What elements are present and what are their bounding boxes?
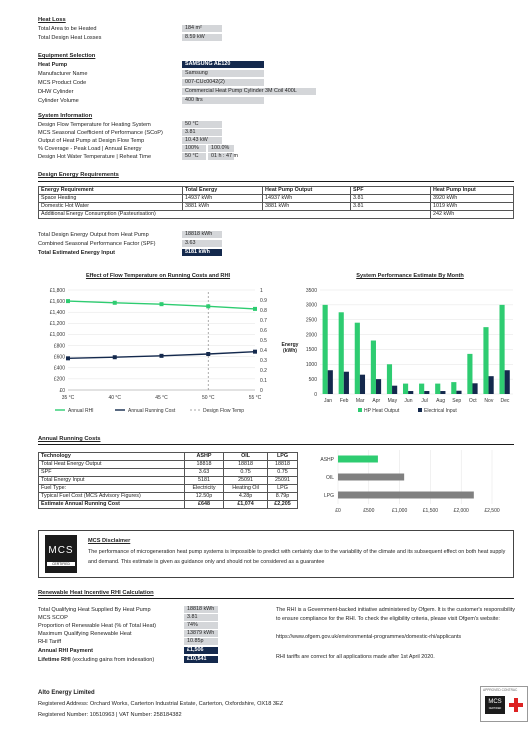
spf-label: Combined Seasonal Performance Factor (SPF) xyxy=(38,241,156,247)
x-tick-label: Jun xyxy=(404,398,413,404)
table-cell: 18818 xyxy=(224,461,268,469)
table-cell: 25091 xyxy=(268,477,298,485)
divider xyxy=(38,181,514,182)
equipment-title: Equipment Selection xyxy=(38,53,96,59)
y2-tick-label: 0.8 xyxy=(260,307,267,314)
rhi-lifetime-label: Lifetime RHI xyxy=(38,657,71,663)
volume-value: 400 ltrs xyxy=(182,97,264,104)
table-cell: Electricity xyxy=(185,485,224,493)
heat-loss-value: 8.59 kW xyxy=(182,34,222,41)
legend-swatch-output xyxy=(358,408,362,412)
table-cell: 3881 kWh xyxy=(183,203,263,211)
y-tick-label: ASHP xyxy=(320,456,334,463)
legend-label: Annual RHI xyxy=(68,408,94,414)
y-tick-label: OIL xyxy=(325,474,334,481)
dhw-label: Design Hot Water Temperature | Reheat Time xyxy=(38,154,152,160)
y-tick-label: £1,200 xyxy=(49,321,65,328)
annual-running-cost-point xyxy=(160,354,164,358)
y-tick-label: 500 xyxy=(308,376,317,383)
legend-swatch-input xyxy=(418,408,422,412)
y2-tick-label: 0.9 xyxy=(260,297,267,304)
electrical-input-bar xyxy=(440,391,445,394)
x-tick-label: Aug xyxy=(436,398,446,404)
rhi-tariff-value: 10.85p xyxy=(184,638,218,645)
manufacturer-label: Manufacturer Name xyxy=(38,71,88,77)
volume-label: Cylinder Volume xyxy=(38,98,79,104)
y-tick-label: 2500 xyxy=(305,317,317,324)
area-label: Total Area to be Heated xyxy=(38,26,97,32)
company-registration: Registered Number: 10510963 | VAT Number: 258184382 xyxy=(38,712,182,718)
y2-tick-label: 0.2 xyxy=(260,367,267,374)
hp-output-bar xyxy=(355,323,360,394)
table-cell: Domestic Hot Water xyxy=(39,203,183,211)
rhi-proportion-label: Proportion of Renewable Heat (% of Total Heat) xyxy=(38,623,157,629)
product-code-label: MCS Product Code xyxy=(38,80,87,86)
scop-label: MCS Seasonal Coefficient of Performance (SCoP) xyxy=(38,130,163,136)
y-tick-label: £1,400 xyxy=(49,310,65,317)
legend-label: HP Heat Output xyxy=(364,408,400,414)
coverage-annual: 100.0% xyxy=(208,145,234,152)
rhi-payment-label: Annual RHI Payment xyxy=(38,648,94,654)
electrical-input-bar xyxy=(424,391,429,394)
x-tick-label: £0 xyxy=(335,508,341,514)
table-cell: Total Energy Input xyxy=(39,477,185,485)
rhi-lifetime-value: £10,541 xyxy=(184,656,218,663)
table-cell: 18818 xyxy=(268,461,298,469)
hp-output-bar xyxy=(387,364,392,394)
rhi-title: Renewable Heat Incentive RHI Calculation xyxy=(38,590,154,596)
rhi-lifetime-label-wrap xyxy=(38,657,154,663)
y-tick-label: £1,600 xyxy=(49,298,65,305)
y-tick-label: £400 xyxy=(53,365,65,372)
table-cell: 3.63 xyxy=(185,469,224,477)
mcs-logo xyxy=(45,535,77,573)
rhi-info-text: The RHI is a Government-backed initiative administered by Ofgem. It is the customer's responsibility to ensure compliance for the RHI. To check the eligibility criteria, please visit Ofgem's website: xyxy=(276,607,515,622)
scop-value: 3.81 xyxy=(182,129,222,136)
table-cell: Fuel Type: xyxy=(39,485,185,493)
mcs-logo-text: MCS xyxy=(48,545,74,556)
table-row xyxy=(39,469,298,477)
divider xyxy=(38,444,514,445)
table-cell: 14937 kWh xyxy=(183,195,263,203)
hp-output-bar xyxy=(467,354,472,394)
y-tick-label: LPG xyxy=(323,492,334,499)
rhi-max-value: 13879 kWh xyxy=(184,630,218,637)
heat-loss-title: Heat Loss xyxy=(38,17,66,23)
dhw-temp: 50 °C xyxy=(182,153,206,160)
y-tick-label: 2000 xyxy=(305,332,317,339)
cylinder-label: DHW Cylinder xyxy=(38,89,74,95)
running-cost-chart xyxy=(312,448,522,516)
electrical-input-bar xyxy=(328,370,333,394)
table-cell: 25091 xyxy=(224,477,268,485)
y-axis-label: Energy xyxy=(281,342,299,348)
x-tick-label: 55 °C xyxy=(248,395,262,401)
table-cell: LPG xyxy=(268,485,298,493)
product-code-value: 007-CUc0042(2) xyxy=(182,79,264,86)
design-energy-table xyxy=(38,186,514,219)
rhi-proportion-value: 74% xyxy=(184,622,218,629)
mcs-certified-badge xyxy=(480,686,528,722)
total-input-value: 5181 kWh xyxy=(182,249,222,256)
mcs-disclaimer-title: MCS Disclaimer xyxy=(88,538,131,544)
annual-rhi-point xyxy=(113,301,117,305)
x-tick-label: Jul xyxy=(421,398,428,404)
x-tick-label: 45 °C xyxy=(155,395,168,401)
y-tick-label: 1000 xyxy=(305,362,317,369)
rhi-max-label: Maximum Qualifying Renewable Heat xyxy=(38,631,132,637)
x-tick-label: £2,000 xyxy=(453,508,469,514)
table-cell: £2,205 xyxy=(268,501,298,509)
cost-bar xyxy=(338,474,404,481)
table-header: OIL xyxy=(224,453,268,461)
spf-value: 3.63 xyxy=(182,240,222,247)
table-cell: 242 kWh xyxy=(431,211,514,219)
table-cell: £648 xyxy=(185,501,224,509)
legend-label: Design Flow Temp xyxy=(203,408,245,414)
table-header: Heat Pump Output xyxy=(263,187,351,195)
y-tick-label: £0 xyxy=(59,387,65,394)
monthly-performance-chart xyxy=(278,282,518,422)
area-value: 184 m² xyxy=(182,25,222,32)
table-row xyxy=(39,203,514,211)
badge-caption: APPROVED CONTRAC xyxy=(483,688,518,692)
y2-tick-label: 0.1 xyxy=(260,377,267,384)
y2-tick-label: 0.4 xyxy=(260,347,267,354)
table-header: Heat Pump Input xyxy=(431,187,514,195)
rhi-scop-value: 3.81 xyxy=(184,614,218,621)
y-tick-label: £200 xyxy=(53,376,65,383)
annual-rhi-point xyxy=(206,304,210,308)
legend-label: Electrical Input xyxy=(424,408,457,414)
mcs-disclaimer-box xyxy=(38,530,514,578)
rhi-tariff-note: RHI tariffs are correct for all applications made after 1st April 2020. xyxy=(276,654,435,660)
table-header-row xyxy=(39,187,514,195)
company-name: Alto Energy Limited xyxy=(38,690,95,696)
table-header: Energy Requirement xyxy=(39,187,183,195)
electrical-input-bar xyxy=(489,376,494,394)
hp-output-bar xyxy=(339,312,344,394)
electrical-input-bar xyxy=(392,386,397,394)
x-tick-label: May xyxy=(387,398,398,404)
flow-temp-value: 50 °C xyxy=(182,121,222,128)
rhi-lifetime-suffix: (excluding gains from indexation) xyxy=(70,657,155,663)
table-header: LPG xyxy=(268,453,298,461)
table-row xyxy=(39,493,298,501)
x-tick-label: Sep xyxy=(452,398,462,404)
table-cell: 3881 kWh xyxy=(263,203,351,211)
table-cell: Total Heat Energy Output xyxy=(39,461,185,469)
table-row xyxy=(39,211,514,219)
table-cell: £1,074 xyxy=(224,501,268,509)
coverage-peak: 100% xyxy=(182,145,206,152)
hp-output-bar xyxy=(435,384,440,394)
electrical-input-bar xyxy=(360,375,365,394)
cross-flag-icon xyxy=(509,698,523,712)
x-tick-label: Apr xyxy=(372,398,381,404)
cost-bar xyxy=(338,456,378,463)
table-row xyxy=(39,477,298,485)
y-tick-label: £600 xyxy=(53,354,65,361)
output-label: Output of Heat Pump at Design Flow Temp xyxy=(38,138,145,144)
table-row xyxy=(39,195,514,203)
y2-tick-label: 0.6 xyxy=(260,327,267,334)
y-axis-label-unit: (kWh) xyxy=(283,348,297,354)
table-cell: 12.50p xyxy=(185,493,224,501)
badge-mcs-text: MCS xyxy=(488,699,502,705)
annual-rhi-point xyxy=(160,302,164,306)
table-header: Technology xyxy=(39,453,185,461)
annual-running-cost-point xyxy=(206,352,210,356)
x-tick-label: Mar xyxy=(355,398,365,404)
hp-output-bar xyxy=(403,384,408,394)
annual-rhi-point xyxy=(66,299,70,303)
x-tick-label: £1,000 xyxy=(391,508,408,514)
table-row xyxy=(39,485,298,493)
legend-label: Annual Running Cost xyxy=(128,408,176,414)
y-tick-label: £800 xyxy=(53,343,65,350)
mcs-logo-sub: CERTIFIED xyxy=(47,562,75,566)
total-output-label: Total Design Energy Output from Heat Pump xyxy=(38,232,149,238)
rhi-payment-value: £1,506 xyxy=(184,647,218,654)
x-tick-label: Dec xyxy=(500,398,510,404)
running-costs-table xyxy=(38,452,298,509)
table-cell: SPF xyxy=(39,469,185,477)
table-row xyxy=(39,501,298,509)
design-energy-title: Design Energy Requirements xyxy=(38,172,119,178)
table-row xyxy=(39,461,298,469)
flow-chart-title: Effect of Flow Temperature on Running Costs and RHI xyxy=(85,273,231,279)
hp-output-bar xyxy=(451,382,456,394)
y-tick-label: £1,800 xyxy=(49,287,65,294)
manufacturer-value: Samsung xyxy=(182,70,264,77)
badge-mcs-sub: CERTIFIED xyxy=(488,707,502,710)
x-tick-label: £1,500 xyxy=(422,508,439,514)
rhi-tariff-label: RHI Tariff xyxy=(38,639,62,645)
hp-output-bar xyxy=(323,305,328,394)
table-cell: Heating Oil xyxy=(224,485,268,493)
rhi-qualifying-label: Total Qualifying Heat Supplied By Heat Pump xyxy=(38,607,151,613)
y2-tick-label: 0 xyxy=(260,387,263,394)
coverage-label: % Coverage - Peak Load | Annual Energy xyxy=(38,146,142,152)
mcs-disclaimer-text: The performance of microgeneration heat pump systems is impossible to predict with certainty due to the variability of the climate and its subsequent effect on both heat supply and demand. This estimate is given as guidance only and should not be considered as a guarantee xyxy=(88,549,506,565)
table-cell: 8.79p xyxy=(268,493,298,501)
table-cell: 1019 kWh xyxy=(431,203,514,211)
x-tick-label: 50 °C xyxy=(201,395,215,401)
flow-temp-label: Design Flow Temperature for Heating System xyxy=(38,122,151,128)
x-tick-label: £500 xyxy=(363,508,375,514)
cost-bar xyxy=(338,492,474,499)
x-tick-label: Feb xyxy=(339,398,349,404)
table-header: ASHP xyxy=(185,453,224,461)
electrical-input-bar xyxy=(456,391,461,394)
hp-output-bar xyxy=(499,305,504,394)
badge-mcs-logo xyxy=(485,696,505,714)
annual-running-cost-point xyxy=(113,355,117,359)
x-tick-label: Jan xyxy=(324,398,333,404)
table-header: SPF xyxy=(351,187,431,195)
x-tick-label: £2,500 xyxy=(484,508,500,514)
annual-rhi-point xyxy=(253,307,257,311)
dhw-time: 01 h : 47 m xyxy=(208,153,234,160)
table-cell: 3.81 xyxy=(351,203,431,211)
annual-running-cost-point xyxy=(66,356,70,360)
y2-tick-label: 0.5 xyxy=(260,337,267,344)
table-header: Total Energy xyxy=(183,187,263,195)
ofgem-link[interactable]: https://www.ofgem.gov.uk/environmental-programmes/domestic-rhi/applicants xyxy=(276,634,462,640)
table-cell: 0.75 xyxy=(224,469,268,477)
x-tick-label: 35 °C xyxy=(61,395,75,401)
monthly-chart-title: System Performance Estimate By Month xyxy=(356,273,464,279)
running-costs-title: Annual Running Costs xyxy=(38,436,101,442)
y-tick-label: 1500 xyxy=(305,347,317,354)
electrical-input-bar xyxy=(408,391,413,394)
table-cell: 18818 xyxy=(185,461,224,469)
rhi-qualifying-value: 18818 kWh xyxy=(184,606,218,613)
table-cell: Space Heating xyxy=(39,195,183,203)
electrical-input-bar xyxy=(505,370,510,394)
total-input-label: Total Estimated Energy Input xyxy=(38,250,115,256)
company-address: Registered Address: Orchard Works, Carterton Industrial Estate, Carterton, Oxfordshire, OX18 3EZ xyxy=(38,701,284,707)
y2-tick-label: 1 xyxy=(260,287,263,294)
x-tick-label: Oct xyxy=(468,398,477,404)
y-tick-label: £1,000 xyxy=(49,332,65,339)
y-tick-label: 3500 xyxy=(305,287,317,294)
output-value: 10.43 kW xyxy=(182,137,222,144)
y2-tick-label: 0.3 xyxy=(260,357,267,364)
heat-pump-value: SAMSUNG AE120 xyxy=(182,61,264,68)
y2-tick-label: 0.7 xyxy=(260,317,267,324)
table-cell: 5181 xyxy=(185,477,224,485)
rhi-scop-label: MCS SCOP xyxy=(38,615,68,621)
electrical-input-bar xyxy=(472,383,477,394)
hp-output-bar xyxy=(419,384,424,394)
table-cell: 0.75 xyxy=(268,469,298,477)
x-tick-label: Nov xyxy=(484,398,494,404)
heat-pump-label: Heat Pump xyxy=(38,62,68,68)
electrical-input-bar xyxy=(344,372,349,394)
table-header-row xyxy=(39,453,298,461)
y-tick-label: 3000 xyxy=(305,302,317,309)
table-cell: Additional Energy Consumption (Pasteurisation) xyxy=(39,211,431,219)
x-tick-label: 40 °C xyxy=(108,395,122,401)
table-cell: Estimate Annual Running Cost xyxy=(39,501,185,509)
table-cell: 3920 kWh xyxy=(431,195,514,203)
table-cell: 3.81 xyxy=(351,195,431,203)
divider xyxy=(38,598,514,599)
annual-running-cost-point xyxy=(253,350,257,354)
table-cell: 4.28p xyxy=(224,493,268,501)
flow-temperature-chart xyxy=(30,282,280,422)
hp-output-bar xyxy=(483,327,488,394)
cylinder-value: Commercial Heat Pump Cylinder 3M Coil 400L xyxy=(182,88,316,95)
system-title: System Information xyxy=(38,113,93,119)
y-tick-label: 0 xyxy=(314,391,317,398)
hp-output-bar xyxy=(371,341,376,394)
table-cell: Typical Fuel Cost (MCS Advisory Figures) xyxy=(39,493,185,501)
total-output-value: 18818 kWh xyxy=(182,231,222,238)
table-cell: 14937 kWh xyxy=(263,195,351,203)
electrical-input-bar xyxy=(376,379,381,394)
heat-loss-label: Total Design Heat Losses xyxy=(38,35,102,41)
